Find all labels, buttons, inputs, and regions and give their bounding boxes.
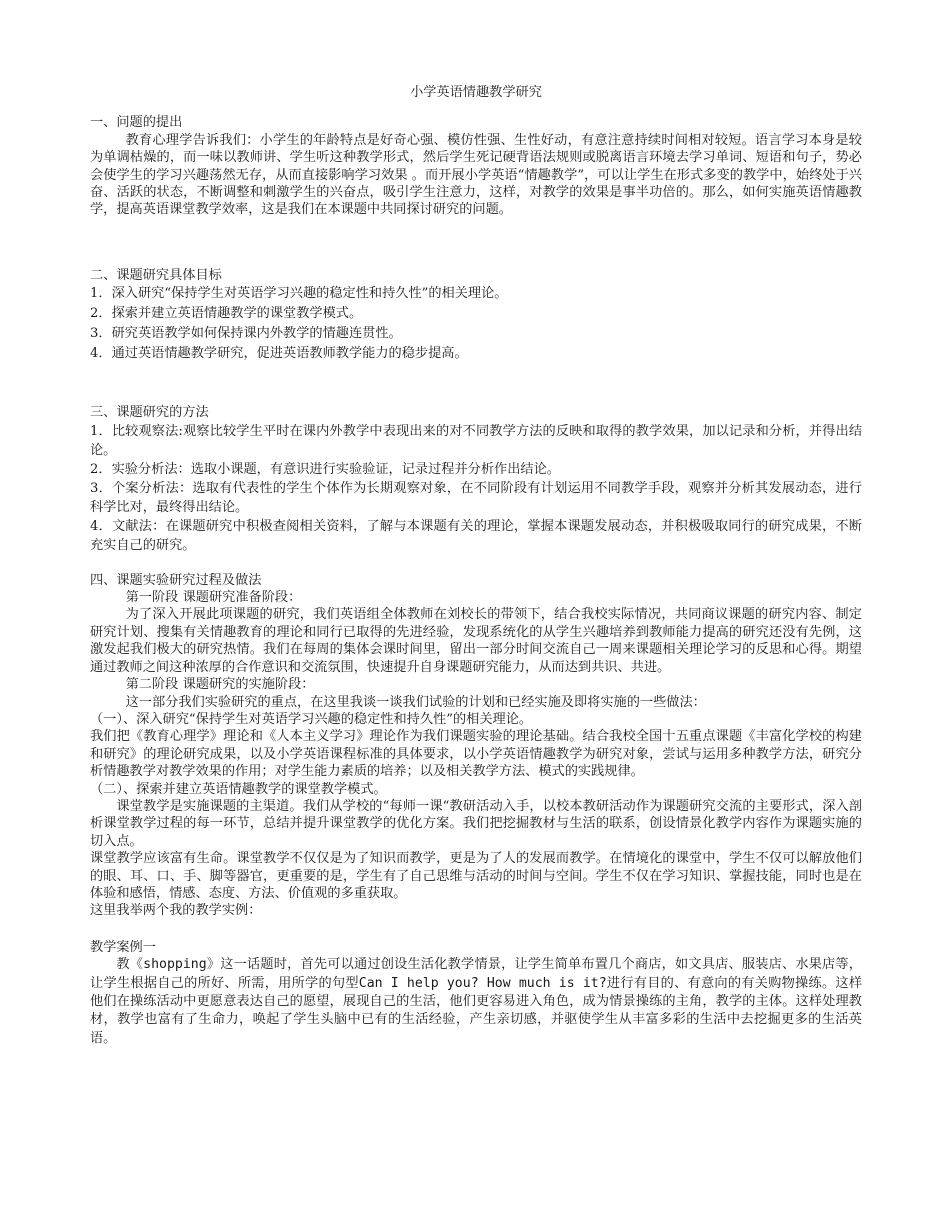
spacer	[90, 364, 862, 404]
method-item-3: 3．个案分析法：选取有代表性的学生个体作为长期观察对象，在不同阶段有计划运用不同教学手段，观察并分析其发展动态，进行科学比对，最终得出结论。	[90, 480, 862, 515]
case-1-title: 教学案例一	[90, 939, 156, 955]
goal-item-3: 3．研究英语教学如何保持课内外教学的情趣连贯性。	[90, 326, 402, 342]
spacer	[90, 219, 862, 267]
section-2-heading: 二、课题研究具体目标	[90, 267, 222, 283]
section-3-heading: 三、课题研究的方法	[90, 405, 209, 421]
goal-item-2: 2．探索并建立英语情趣教学的课堂教学模式。	[90, 306, 363, 322]
goal-item-4: 4．通过英语情趣教学研究，促进英语教师教学能力的稳步提高。	[90, 346, 468, 362]
method-item-4: 4．文献法：在课题研究中积极查阅相关资料，了解与本课题有关的理论，掌握本课题发展动态，并积极吸取同行的研究成果，不断充实自己的研究。	[90, 518, 862, 553]
method-item-2: 2．实验分析法：选取小课题，有意识进行实验验证，记录过程并分析作出结论。	[90, 461, 560, 477]
spacer	[90, 920, 862, 939]
goal-item-1: 1．深入研究“保持学生对英语学习兴趣的稳定性和持久性”的相关理论。	[90, 286, 508, 302]
case-1-text-c: 》这一话题时，首先可以通过创设生活化教学情景，让学生简单布置几个商店，如文具店、服装店、水果店等，让学生根据自己的所好、所需，用所学的句型	[90, 957, 862, 991]
subsection-2-paragraph-1: 课堂教学是实施课题的主渠道。我们从学校的“每师一课“教研活动入手，以校本教研活动作为课题研究交流的主要形式，深入剖析课堂教学过程的每一环节，总结并提升课堂教学的优化方案。我们把挖掘教材与生活的联系，创设情景化教学内容作为课题实施的切入点。	[90, 798, 862, 849]
subsection-2-heading: （二）、探索并建立英语情趣教学的课堂教学模式。	[90, 781, 387, 797]
document-page	[90, 84, 862, 1048]
stage-1-paragraph: 为了深入开展此项课题的研究，我们英语组全体教师在刘校长的带领下，结合我校实际情况，共同商议课题的研究内容、制定研究计划、搜集有关情趣教育的理论和同行已取得的先进经验，发现系统化的从学生兴趣培养到教师能力提高的研究还没有先例，这激发起我们极大的研究热情。我们在每周的集体会课时间里，留出一部分时间交流自己一周来课题相关理论学习的反思和心得。期望通过教师之间这种浓厚的合作意识和交流氛围，快速提升自身课题研究能力，从而达到共识、共进。	[90, 607, 862, 675]
stage-2-title: 第二阶段 课题研究的实施阶段：	[125, 677, 315, 693]
case-1-text-a: 教《	[116, 957, 144, 973]
section-1-heading: 一、问题的提出	[90, 115, 183, 131]
method-item-1: 1．比较观察法:观察比较学生平时在课内外教学中表现出来的对不同教学方法的反映和取得的教学效果，加以记录和分析，并得出结论。	[90, 423, 862, 458]
spacer	[90, 555, 862, 572]
subsection-2-paragraph-3: 这里我举两个我的教学实例：	[90, 903, 262, 919]
section-1-paragraph: 教育心理学告诉我们：小学生的年龄特点是好奇心强、模仿性强、生性好动，有意注意持续时间相对较短。语言学习本身是较为单调枯燥的，而一味以教师讲、学生听这种教学形式，然后学生死记硬背语法规则或脱离语言环境去学习单词、短语和句子，势必会使学生的学习兴趣荡然无存，从而直接影响学习效果 。而开展小学英语“情趣教学”，可以让学生在形式多变的教学中，始终处于兴奋、活跃的状态，不断调整和刺激学生的兴奋点，吸引学生注意力，这样，对教学的效果是事半功倍的。那么，如何实施英语情趣教学，提高英语课堂教学效率，这是我们在本课题中共同探讨研究的问题。	[90, 132, 862, 218]
stage-2-paragraph: 这一部分我们实验研究的重点，在这里我谈一谈我们试验的计划和已经实施及即将实施的一些做法：	[125, 694, 706, 710]
subsection-1-heading: （一）、深入研究“保持学生对英语学习兴趣的稳定性和持久性”的相关理论。	[90, 711, 533, 727]
subsection-2-paragraph-2: 课堂教学应该富有生命。课堂教学不仅仅是为了知识而教学，更是为了人的发展而教学。在情境化的课堂中，学生不仅可以解放他们的眼、耳、口、手、脚等器官，更重要的是，学生有了自己思维与活动的时间与空间。学生不仅在学习知识、掌握技能，同时也是在体验和感悟，情感、态度、方法、价值观的多重获取。	[90, 851, 862, 901]
stage-1-title: 第一阶段 课题研究准备阶段：	[125, 590, 302, 606]
case-1-paragraph	[90, 956, 862, 1048]
case-1-sentence-pattern: Can I help you? How much is it?	[358, 975, 607, 991]
document-title: 小学英语情趣教学研究	[410, 85, 542, 100]
case-1-text-e: 进行有目的、有意向的有关购物操练。这样他们在操练活动中更愿意表达自己的愿望，展现自己的生活，他们更容易进入角色，成为情景操练的主角，教学的主体。这样处理教材，教学也富有了生命力，唤起了学生头脑中已有的生活经验，产生亲切感，并驱使学生从丰富多彩的生活中去挖掘更多的生活英语。	[90, 975, 863, 1046]
subsection-1-paragraph: 我们把《教育心理学》理论和《人本主义学习》理论作为我们课题实验的理论基础。结合我校全国十五重点课题《丰富化学校的构建和研究》的理论研究成果，以及小学英语课程标准的具体要求，以小学英语情趣教学为研究对象，尝试与运用多种教学方法，研究分析情趣教学对教学效果的作用；对学生能力素质的培养；以及相关教学方法、模式的实践规律。	[90, 729, 862, 780]
section-4-heading: 四、课题实验研究过程及做法	[90, 572, 262, 588]
case-1-topic: shopping	[143, 957, 207, 973]
